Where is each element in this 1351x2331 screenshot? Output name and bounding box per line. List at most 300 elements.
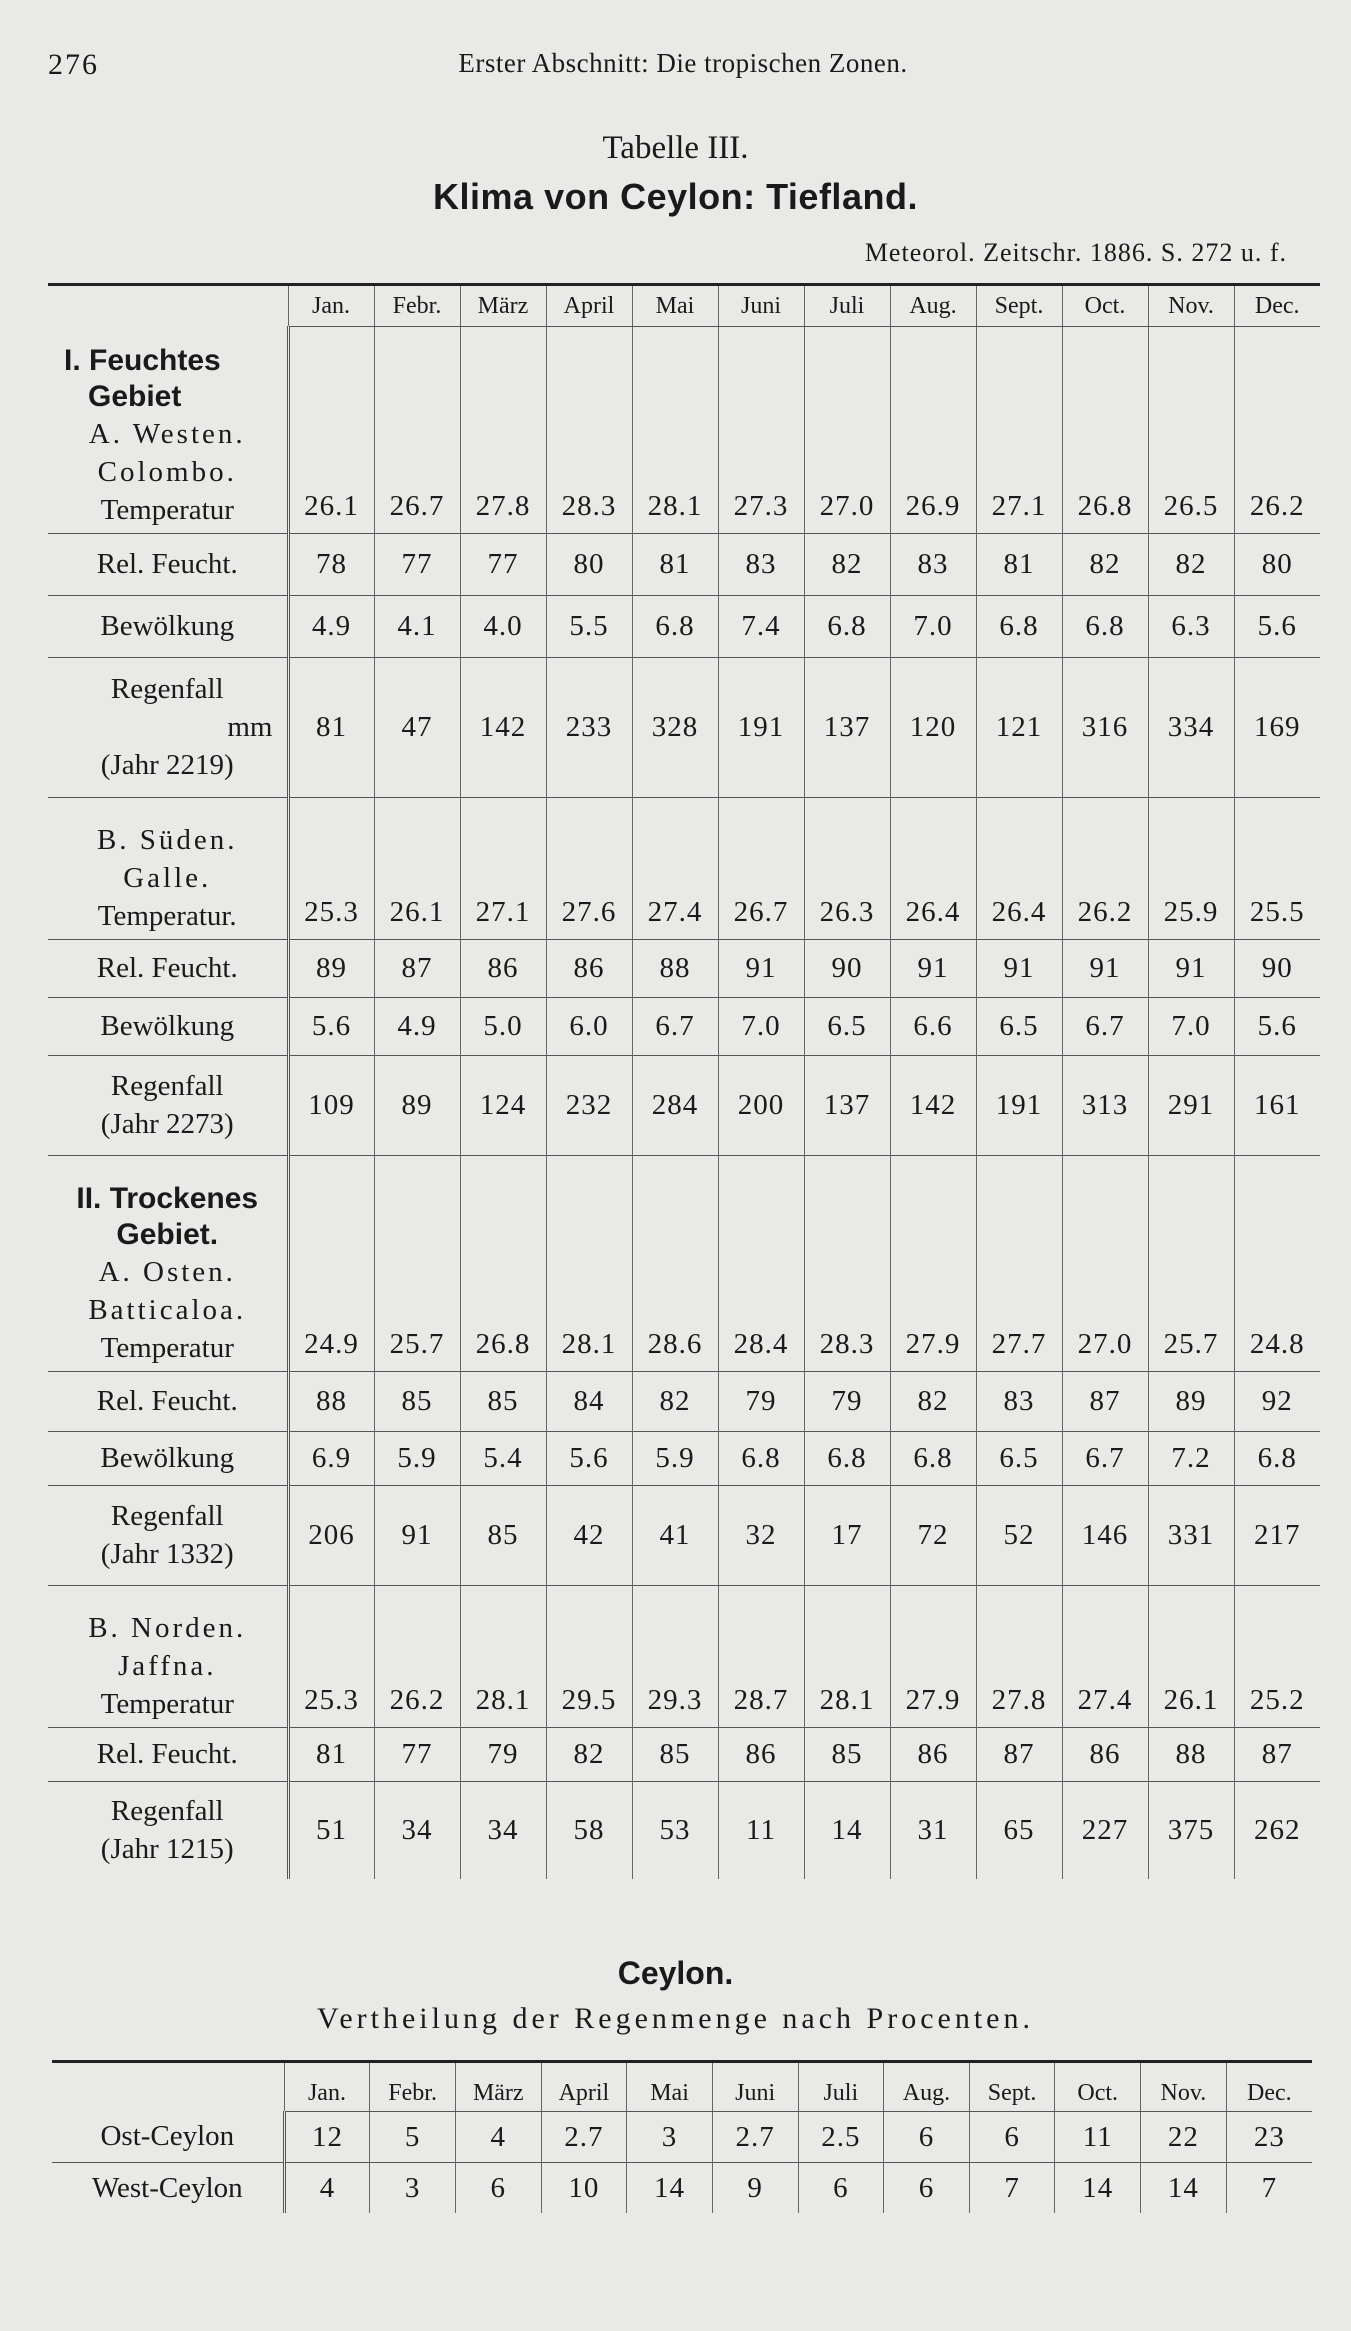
value-cell: 6.8 bbox=[718, 1431, 804, 1485]
month-header: Dec. bbox=[1226, 2062, 1312, 2112]
row-label-text: Regenfall bbox=[110, 1795, 224, 1828]
value-cell: 137 bbox=[804, 657, 890, 797]
value-cell: 6.5 bbox=[976, 997, 1062, 1055]
value-cell: 11 bbox=[718, 1781, 804, 1879]
value-cell: 81 bbox=[288, 657, 374, 797]
value-cell: 83 bbox=[890, 533, 976, 595]
value-cell: 87 bbox=[1062, 1371, 1148, 1431]
row-label: Bewölkung bbox=[48, 1431, 288, 1485]
value-cell: 89 bbox=[374, 1055, 460, 1155]
value-cell: 5.9 bbox=[632, 1431, 718, 1485]
value-cell: 191 bbox=[976, 1055, 1062, 1155]
value-cell: 82 bbox=[546, 1727, 632, 1781]
row-label bbox=[48, 1585, 288, 1727]
value-cell: 31 bbox=[890, 1781, 976, 1879]
value-cell: 7 bbox=[969, 2163, 1055, 2214]
header-stub bbox=[52, 2062, 284, 2112]
month-header: Nov. bbox=[1148, 285, 1234, 327]
value-cell: 91 bbox=[1062, 939, 1148, 997]
value-cell: 81 bbox=[976, 533, 1062, 595]
value-cell: 4.1 bbox=[374, 595, 460, 657]
value-cell: 26.3 bbox=[804, 797, 890, 939]
value-cell: 91 bbox=[374, 1485, 460, 1585]
value-cell: 27.8 bbox=[460, 327, 546, 534]
value-cell: 34 bbox=[460, 1781, 546, 1879]
value-cell: 6.8 bbox=[632, 595, 718, 657]
value-cell: 26.1 bbox=[288, 327, 374, 534]
month-header: März bbox=[455, 2062, 541, 2112]
value-cell: 7.0 bbox=[1148, 997, 1234, 1055]
row-label bbox=[48, 1055, 288, 1155]
value-cell: 6.8 bbox=[1234, 1431, 1320, 1485]
table-row bbox=[48, 1155, 1320, 1371]
value-cell: 88 bbox=[1148, 1727, 1234, 1781]
value-cell: 6.5 bbox=[804, 997, 890, 1055]
row-label: Bewölkung bbox=[48, 595, 288, 657]
value-cell: 27.0 bbox=[804, 327, 890, 534]
row-label-text: Regenfall bbox=[110, 1500, 224, 1532]
value-cell: 5.6 bbox=[288, 997, 374, 1055]
value-cell: 137 bbox=[804, 1055, 890, 1155]
table-row bbox=[48, 1727, 1320, 1781]
value-cell: 87 bbox=[374, 939, 460, 997]
value-cell: 5.9 bbox=[374, 1431, 460, 1485]
value-cell: 17 bbox=[804, 1485, 890, 1585]
month-header: Mai bbox=[632, 285, 718, 327]
value-cell: 86 bbox=[1062, 1727, 1148, 1781]
value-cell: 7 bbox=[1226, 2163, 1312, 2214]
value-cell: 25.2 bbox=[1234, 1585, 1320, 1727]
row-label-text: (Jahr 2219) bbox=[100, 749, 234, 781]
value-cell: 27.4 bbox=[632, 797, 718, 939]
value-cell: 41 bbox=[632, 1485, 718, 1585]
row-label-text: Regenfall bbox=[110, 673, 224, 705]
value-cell: 14 bbox=[627, 2163, 713, 2214]
value-cell: 109 bbox=[288, 1055, 374, 1155]
table-row bbox=[52, 2112, 1312, 2163]
value-cell: 200 bbox=[718, 1055, 804, 1155]
month-header: Oct. bbox=[1062, 285, 1148, 327]
value-cell: 5.6 bbox=[546, 1431, 632, 1485]
value-cell: 2.7 bbox=[541, 2112, 627, 2163]
value-cell: 53 bbox=[632, 1781, 718, 1879]
region-label: A. Osten. bbox=[98, 1255, 236, 1288]
source-citation: Meteorol. Zeitschr. 1886. S. 272 u. f. bbox=[864, 238, 1287, 267]
region-label: B. Süden. bbox=[96, 823, 238, 856]
month-header: Aug. bbox=[884, 2062, 970, 2112]
value-cell: 58 bbox=[546, 1781, 632, 1879]
station-name: Batticaloa. bbox=[88, 1293, 247, 1326]
value-cell: 81 bbox=[632, 533, 718, 595]
value-cell: 6.3 bbox=[1148, 595, 1234, 657]
value-cell: 82 bbox=[632, 1371, 718, 1431]
value-cell: 86 bbox=[546, 939, 632, 997]
value-cell: 85 bbox=[804, 1727, 890, 1781]
row-label bbox=[48, 657, 288, 797]
table-row bbox=[48, 657, 1320, 797]
value-cell: 7.0 bbox=[718, 997, 804, 1055]
value-cell: 169 bbox=[1234, 657, 1320, 797]
value-cell: 2.7 bbox=[712, 2112, 798, 2163]
value-cell: 6 bbox=[884, 2112, 970, 2163]
value-cell: 42 bbox=[546, 1485, 632, 1585]
month-header: Sept. bbox=[976, 285, 1062, 327]
value-cell: 26.8 bbox=[460, 1155, 546, 1371]
value-cell: 27.1 bbox=[460, 797, 546, 939]
row-label bbox=[48, 1781, 288, 1879]
month-header: Jan. bbox=[284, 2062, 370, 2112]
section-title: Gebiet. bbox=[116, 1217, 219, 1251]
row-label: Rel. Feucht. bbox=[48, 939, 288, 997]
month-header: Jan. bbox=[288, 285, 374, 327]
value-cell: 78 bbox=[288, 533, 374, 595]
table-row bbox=[48, 533, 1320, 595]
value-cell: 27.3 bbox=[718, 327, 804, 534]
value-cell: 91 bbox=[890, 939, 976, 997]
value-cell: 331 bbox=[1148, 1485, 1234, 1585]
station-name: Galle. bbox=[123, 861, 212, 894]
value-cell: 85 bbox=[460, 1485, 546, 1585]
rain-percent-table bbox=[52, 2060, 1312, 2213]
value-cell: 90 bbox=[804, 939, 890, 997]
value-cell: 124 bbox=[460, 1055, 546, 1155]
value-cell: 89 bbox=[288, 939, 374, 997]
value-cell: 81 bbox=[288, 1727, 374, 1781]
value-cell: 14 bbox=[1055, 2163, 1141, 2214]
header-stub bbox=[48, 285, 288, 327]
row-label-text: (Jahr 1215) bbox=[100, 1833, 234, 1866]
value-cell: 6.8 bbox=[804, 1431, 890, 1485]
value-cell: 284 bbox=[632, 1055, 718, 1155]
value-cell: 6.7 bbox=[1062, 997, 1148, 1055]
row-label-text: (Jahr 2273) bbox=[100, 1108, 234, 1140]
table-title: Klima von Ceylon: Tiefland. bbox=[433, 176, 918, 217]
ceylon-subtitle: Vertheilung der Regenmenge nach Procenten. bbox=[317, 2002, 1034, 2035]
value-cell: 28.1 bbox=[546, 1155, 632, 1371]
value-cell: 82 bbox=[1148, 533, 1234, 595]
row-label: Rel. Feucht. bbox=[48, 533, 288, 595]
value-cell: 14 bbox=[1141, 2163, 1227, 2214]
value-cell: 142 bbox=[890, 1055, 976, 1155]
value-cell: 5.6 bbox=[1234, 997, 1320, 1055]
station-name: Jaffna. bbox=[117, 1649, 217, 1682]
value-cell: 6.8 bbox=[804, 595, 890, 657]
table-row bbox=[48, 939, 1320, 997]
value-cell: 91 bbox=[718, 939, 804, 997]
value-cell: 85 bbox=[632, 1727, 718, 1781]
ceylon-title: Ceylon. bbox=[617, 1955, 734, 1991]
value-cell: 25.7 bbox=[1148, 1155, 1234, 1371]
row-label bbox=[48, 1485, 288, 1585]
value-cell: 52 bbox=[976, 1485, 1062, 1585]
value-cell: 25.9 bbox=[1148, 797, 1234, 939]
section-title: Gebiet bbox=[88, 379, 182, 413]
value-cell: 28.7 bbox=[718, 1585, 804, 1727]
value-cell: 6.8 bbox=[1062, 595, 1148, 657]
value-cell: 4.9 bbox=[374, 997, 460, 1055]
value-cell: 6.7 bbox=[1062, 1431, 1148, 1485]
value-cell: 26.2 bbox=[1234, 327, 1320, 534]
month-header: Sept. bbox=[969, 2062, 1055, 2112]
climate-table bbox=[48, 283, 1320, 1879]
value-cell: 6 bbox=[969, 2112, 1055, 2163]
month-header: Juli bbox=[798, 2062, 884, 2112]
value-cell: 5 bbox=[370, 2112, 456, 2163]
value-cell: 10 bbox=[541, 2163, 627, 2214]
value-cell: 26.9 bbox=[890, 327, 976, 534]
value-cell: 26.7 bbox=[718, 797, 804, 939]
table-row bbox=[48, 327, 1320, 534]
value-cell: 79 bbox=[804, 1371, 890, 1431]
value-cell: 80 bbox=[1234, 533, 1320, 595]
table-row bbox=[48, 595, 1320, 657]
value-cell: 6.8 bbox=[890, 1431, 976, 1485]
value-cell: 26.8 bbox=[1062, 327, 1148, 534]
table-row bbox=[48, 997, 1320, 1055]
value-cell: 2.5 bbox=[798, 2112, 884, 2163]
region-label: B. Norden. bbox=[88, 1611, 247, 1644]
month-header: Febr. bbox=[374, 285, 460, 327]
value-cell: 22 bbox=[1141, 2112, 1227, 2163]
value-cell: 9 bbox=[712, 2163, 798, 2214]
value-cell: 26.5 bbox=[1148, 327, 1234, 534]
value-cell: 29.3 bbox=[632, 1585, 718, 1727]
value-cell: 79 bbox=[460, 1727, 546, 1781]
section-title: I. Feuchtes bbox=[64, 343, 221, 377]
value-cell: 92 bbox=[1234, 1371, 1320, 1431]
value-cell: 24.8 bbox=[1234, 1155, 1320, 1371]
row-label-text: Regenfall bbox=[110, 1070, 224, 1102]
value-cell: 28.6 bbox=[632, 1155, 718, 1371]
value-cell: 88 bbox=[632, 939, 718, 997]
month-header: Nov. bbox=[1141, 2062, 1227, 2112]
table-row bbox=[48, 1585, 1320, 1727]
value-cell: 6.7 bbox=[632, 997, 718, 1055]
value-cell: 25.7 bbox=[374, 1155, 460, 1371]
running-head bbox=[48, 48, 1318, 88]
value-cell: 6.6 bbox=[890, 997, 976, 1055]
month-header: Juli bbox=[804, 285, 890, 327]
month-header: Dec. bbox=[1234, 285, 1320, 327]
value-cell: 32 bbox=[718, 1485, 804, 1585]
value-cell: 11 bbox=[1055, 2112, 1141, 2163]
value-cell: 86 bbox=[890, 1727, 976, 1781]
value-cell: 313 bbox=[1062, 1055, 1148, 1155]
value-cell: 88 bbox=[288, 1371, 374, 1431]
value-cell: 28.1 bbox=[460, 1585, 546, 1727]
month-header-row bbox=[48, 285, 1320, 327]
month-header: Juni bbox=[712, 2062, 798, 2112]
value-cell: 83 bbox=[976, 1371, 1062, 1431]
value-cell: 4.0 bbox=[460, 595, 546, 657]
value-cell: 86 bbox=[460, 939, 546, 997]
value-cell: 80 bbox=[546, 533, 632, 595]
value-cell: 3 bbox=[370, 2163, 456, 2214]
value-cell: 27.8 bbox=[976, 1585, 1062, 1727]
value-cell: 26.4 bbox=[976, 797, 1062, 939]
value-cell: 4 bbox=[284, 2163, 370, 2214]
table-row bbox=[48, 797, 1320, 939]
value-cell: 12 bbox=[284, 2112, 370, 2163]
value-cell: 6.8 bbox=[976, 595, 1062, 657]
value-cell: 27.7 bbox=[976, 1155, 1062, 1371]
table-row bbox=[52, 2163, 1312, 2214]
value-cell: 26.2 bbox=[1062, 797, 1148, 939]
value-cell: 232 bbox=[546, 1055, 632, 1155]
table-row bbox=[48, 1055, 1320, 1155]
row-label: Bewölkung bbox=[48, 997, 288, 1055]
table-row bbox=[48, 1485, 1320, 1585]
month-header: Juni bbox=[718, 285, 804, 327]
value-cell: 6 bbox=[455, 2163, 541, 2214]
value-cell: 5.6 bbox=[1234, 595, 1320, 657]
row-label bbox=[48, 327, 288, 534]
value-cell: 90 bbox=[1234, 939, 1320, 997]
month-header-row bbox=[52, 2062, 1312, 2112]
value-cell: 24.9 bbox=[288, 1155, 374, 1371]
value-cell: 72 bbox=[890, 1485, 976, 1585]
value-cell: 79 bbox=[718, 1371, 804, 1431]
value-cell: 27.9 bbox=[890, 1155, 976, 1371]
section-title: II. Trockenes bbox=[76, 1181, 259, 1215]
value-cell: 5.4 bbox=[460, 1431, 546, 1485]
value-cell: 5.0 bbox=[460, 997, 546, 1055]
value-cell: 28.1 bbox=[804, 1585, 890, 1727]
table-label: Tabelle III. bbox=[602, 130, 749, 166]
value-cell: 77 bbox=[374, 1727, 460, 1781]
station-name: Colombo. bbox=[97, 455, 237, 488]
value-cell: 85 bbox=[374, 1371, 460, 1431]
value-cell: 27.0 bbox=[1062, 1155, 1148, 1371]
month-header: Aug. bbox=[890, 285, 976, 327]
value-cell: 26.2 bbox=[374, 1585, 460, 1727]
value-cell: 47 bbox=[374, 657, 460, 797]
row-label-text: Temperatur. bbox=[97, 899, 237, 932]
value-cell: 25.3 bbox=[288, 797, 374, 939]
table-row bbox=[48, 1781, 1320, 1879]
value-cell: 84 bbox=[546, 1371, 632, 1431]
value-cell: 86 bbox=[718, 1727, 804, 1781]
value-cell: 91 bbox=[1148, 939, 1234, 997]
value-cell: 23 bbox=[1226, 2112, 1312, 2163]
row-label bbox=[48, 797, 288, 939]
month-header: April bbox=[546, 285, 632, 327]
value-cell: 3 bbox=[627, 2112, 713, 2163]
value-cell: 83 bbox=[718, 533, 804, 595]
value-cell: 91 bbox=[976, 939, 1062, 997]
row-label-text: Temperatur bbox=[100, 493, 234, 526]
value-cell: 7.0 bbox=[890, 595, 976, 657]
value-cell: 77 bbox=[460, 533, 546, 595]
value-cell: 28.3 bbox=[804, 1155, 890, 1371]
value-cell: 233 bbox=[546, 657, 632, 797]
value-cell: 120 bbox=[890, 657, 976, 797]
value-cell: 217 bbox=[1234, 1485, 1320, 1585]
row-label-text: (Jahr 1332) bbox=[100, 1538, 234, 1570]
value-cell: 227 bbox=[1062, 1781, 1148, 1879]
value-cell: 28.1 bbox=[632, 327, 718, 534]
value-cell: 6.5 bbox=[976, 1431, 1062, 1485]
table-row bbox=[48, 1431, 1320, 1485]
value-cell: 28.3 bbox=[546, 327, 632, 534]
value-cell: 191 bbox=[718, 657, 804, 797]
row-label: West-Ceylon bbox=[52, 2163, 284, 2214]
value-cell: 27.6 bbox=[546, 797, 632, 939]
value-cell: 87 bbox=[976, 1727, 1062, 1781]
row-label: Ost-Ceylon bbox=[52, 2112, 284, 2163]
value-cell: 26.1 bbox=[374, 797, 460, 939]
value-cell: 29.5 bbox=[546, 1585, 632, 1727]
value-cell: 5.5 bbox=[546, 595, 632, 657]
value-cell: 121 bbox=[976, 657, 1062, 797]
value-cell: 65 bbox=[976, 1781, 1062, 1879]
value-cell: 4.9 bbox=[288, 595, 374, 657]
value-cell: 25.5 bbox=[1234, 797, 1320, 939]
value-cell: 6.9 bbox=[288, 1431, 374, 1485]
value-cell: 262 bbox=[1234, 1781, 1320, 1879]
value-cell: 85 bbox=[460, 1371, 546, 1431]
value-cell: 7.2 bbox=[1148, 1431, 1234, 1485]
value-cell: 27.1 bbox=[976, 327, 1062, 534]
value-cell: 146 bbox=[1062, 1485, 1148, 1585]
month-header: Oct. bbox=[1055, 2062, 1141, 2112]
month-header: April bbox=[541, 2062, 627, 2112]
value-cell: 28.4 bbox=[718, 1155, 804, 1371]
value-cell: 82 bbox=[804, 533, 890, 595]
value-cell: 77 bbox=[374, 533, 460, 595]
value-cell: 334 bbox=[1148, 657, 1234, 797]
value-cell: 51 bbox=[288, 1781, 374, 1879]
value-cell: 27.4 bbox=[1062, 1585, 1148, 1727]
row-label-text: Temperatur bbox=[100, 1687, 234, 1720]
value-cell: 142 bbox=[460, 657, 546, 797]
value-cell: 6 bbox=[798, 2163, 884, 2214]
value-cell: 14 bbox=[804, 1781, 890, 1879]
value-cell: 375 bbox=[1148, 1781, 1234, 1879]
value-cell: 26.4 bbox=[890, 797, 976, 939]
row-label-text: Temperatur bbox=[100, 1331, 234, 1364]
value-cell: 27.9 bbox=[890, 1585, 976, 1727]
row-label bbox=[48, 1155, 288, 1371]
value-cell: 26.1 bbox=[1148, 1585, 1234, 1727]
value-cell: 26.7 bbox=[374, 327, 460, 534]
table-row bbox=[48, 1371, 1320, 1431]
value-cell: 7.4 bbox=[718, 595, 804, 657]
value-cell: 82 bbox=[1062, 533, 1148, 595]
month-header: Mai bbox=[627, 2062, 713, 2112]
running-title: Erster Abschnitt: Die tropischen Zonen. bbox=[458, 48, 908, 78]
row-label: Rel. Feucht. bbox=[48, 1727, 288, 1781]
value-cell: 82 bbox=[890, 1371, 976, 1431]
value-cell: 34 bbox=[374, 1781, 460, 1879]
value-cell: 25.3 bbox=[288, 1585, 374, 1727]
value-cell: 6 bbox=[884, 2163, 970, 2214]
month-header: Febr. bbox=[370, 2062, 456, 2112]
row-label-text: mm bbox=[227, 711, 273, 743]
row-label: Rel. Feucht. bbox=[48, 1371, 288, 1431]
month-header: März bbox=[460, 285, 546, 327]
value-cell: 89 bbox=[1148, 1371, 1234, 1431]
value-cell: 87 bbox=[1234, 1727, 1320, 1781]
value-cell: 206 bbox=[288, 1485, 374, 1585]
value-cell: 4 bbox=[455, 2112, 541, 2163]
page-number: 276 bbox=[48, 48, 99, 81]
value-cell: 6.0 bbox=[546, 997, 632, 1055]
value-cell: 316 bbox=[1062, 657, 1148, 797]
region-label: A. Westen. bbox=[88, 417, 246, 450]
value-cell: 291 bbox=[1148, 1055, 1234, 1155]
value-cell: 161 bbox=[1234, 1055, 1320, 1155]
